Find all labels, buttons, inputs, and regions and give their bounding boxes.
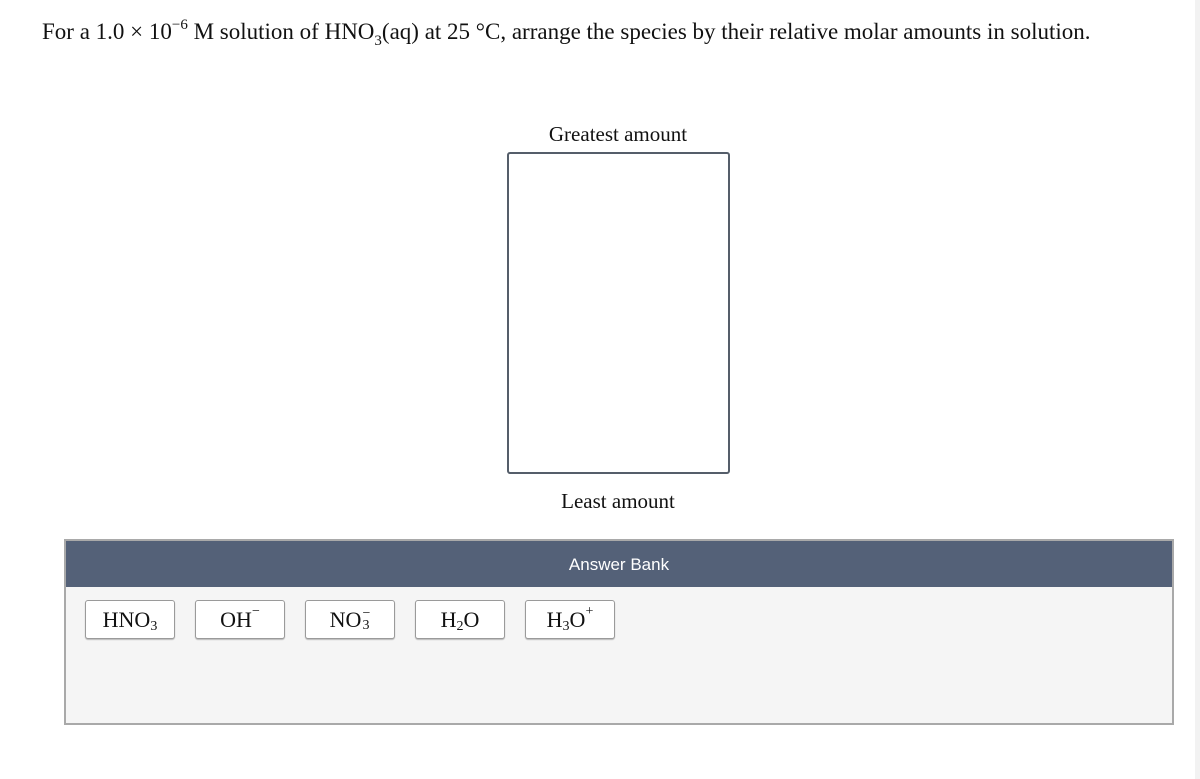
tile-subscript: 2 — [456, 618, 464, 634]
tile-superscript: + — [585, 603, 594, 619]
tile-superscript: − — [362, 605, 371, 621]
answer-bank — [64, 539, 1174, 725]
least-amount-label: Least amount — [561, 489, 675, 513]
tile-no3-minus[interactable] — [305, 600, 395, 639]
question-exponent: −6 — [171, 17, 188, 33]
question-suffix: (aq) at 25 °C, arrange the species by their relative molar amounts in solution. — [381, 19, 1091, 44]
tile-h3o-plus[interactable] — [525, 600, 615, 639]
question-subscript: 3 — [374, 33, 382, 49]
answer-bank-title: Answer Bank — [66, 541, 1172, 587]
tile-main: H — [440, 606, 457, 632]
tile-main: H — [546, 606, 563, 632]
tile-subscript: 3 — [150, 618, 158, 634]
tile-main: OH — [220, 606, 252, 632]
tile-subscript: 3 — [562, 618, 570, 634]
tile-main-2: O — [463, 606, 480, 632]
tile-superscript: − — [251, 603, 260, 619]
ranking-drop-zone[interactable] — [507, 152, 730, 474]
tile-main-2: O — [569, 606, 586, 632]
tile-main: HNO — [102, 606, 151, 632]
tile-h2o[interactable] — [415, 600, 505, 639]
question-middle: M solution of HNO — [187, 19, 375, 44]
tile-charge-stack — [362, 605, 371, 633]
tile-oh-minus[interactable] — [195, 600, 285, 639]
tile-subscript: 3 — [362, 617, 370, 633]
tile-main: NO — [329, 606, 362, 632]
question-prefix: For a 1.0 × 10 — [42, 19, 172, 44]
tile-hno3[interactable] — [85, 600, 175, 639]
question-text — [42, 14, 1091, 53]
greatest-amount-label: Greatest amount — [548, 122, 688, 146]
answer-bank-tiles — [85, 600, 615, 639]
